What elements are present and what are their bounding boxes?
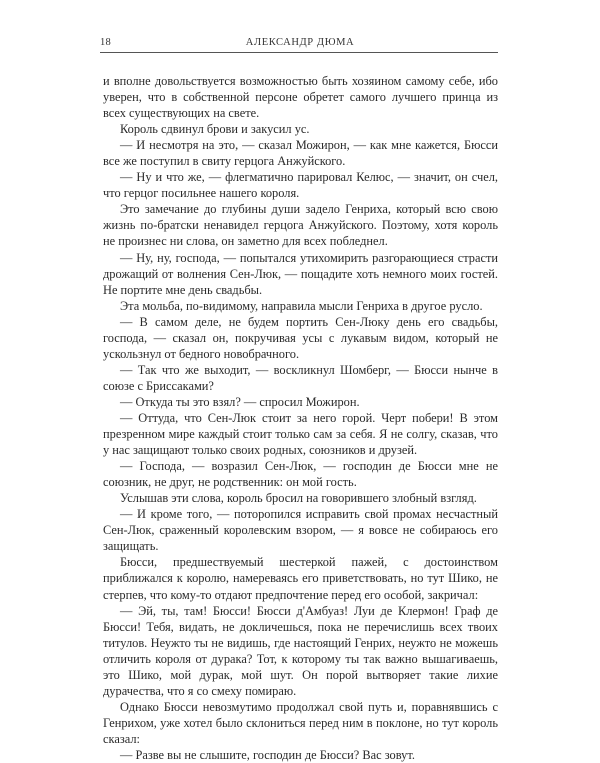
paragraph: и вполне довольствуется возможностью быть хозяином самому себе, ибо уверен, что в собственной персоне обретет самого лучшего принца из всех существующих на свете. bbox=[103, 74, 498, 121]
paragraph: — В самом деле, не будем портить Сен-Люку день его свадьбы, господа, — сказал он, покручивая усы с лукавым видом, который не ускользнул от бедного новобрачного. bbox=[103, 314, 498, 361]
paragraph: Услышав эти слова, король бросил на говорившего злобный взгляд. bbox=[120, 491, 477, 506]
paragraph: — Господа, — возразил Сен-Люк, — господин де Бюсси мне не союзник, не друг, не родственник: он мой гость. bbox=[103, 459, 498, 490]
running-header bbox=[100, 34, 500, 52]
paragraph: — Откуда ты это взял? — спросил Можирон. bbox=[120, 394, 360, 409]
paragraph: — Ну и что же, — флегматично парировал Келюс, — значит, он счел, что герцог посильнее нашего короля. bbox=[103, 170, 498, 201]
paragraph: Эта мольба, по-видимому, направила мысли Генриха в другое русло. bbox=[120, 298, 483, 313]
paragraph: — И кроме того, — поторопился исправить свой промах несчастный Сен-Люк, сраженный королевским взором, — я вовсе не собираюсь его защищать. bbox=[103, 507, 498, 554]
paragraph: — Эй, ты, там! Бюсси! Бюсси д'Амбуаз! Луи де Клермон! Граф де Бюсси! Тебя, видать, не докличешься, пока не перечислишь всех твоих титулов. Неужто ты не видишь, где настоящий Генрих, неужто не можешь отличить короля от дурака? Тот, к которому ты так важно вышагиваешь, это Шико, мой дурак, мой шут. Он порой вытворяет такие лихие дурачества, что я со смеху помираю. bbox=[103, 603, 498, 698]
paragraph: — Разве вы не слышите, господин де Бюсси? Вас зовут. bbox=[120, 747, 415, 762]
body-text bbox=[103, 73, 498, 763]
paragraph: — Ну, ну, господа, — попытался утихомирить разгорающиеся страсти дрожащий от волнения Сен-Люк, — пощадите хоть немного моих гостей. Не портите мне день свадьбы. bbox=[103, 250, 498, 297]
running-title: АЛЕКСАНДР ДЮМА bbox=[245, 37, 355, 48]
paragraph: Король сдвинул брови и закусил ус. bbox=[120, 122, 310, 137]
page-number: 18 bbox=[100, 37, 112, 48]
paragraph: — Так что же выходит, — воскликнул Шомберг, — Бюсси нынче в союзе с Бриссаками? bbox=[103, 362, 498, 393]
paragraph: Это замечание до глубины души задело Генриха, который всю свою жизнь по-братски ненавидел герцога Анжуйского. Поэтому, хотя король не произнес ни слова, он заметно для всех побледнел. bbox=[103, 202, 498, 249]
header-rule bbox=[100, 52, 498, 53]
paragraph: — И несмотря на это, — сказал Можирон, — как мне кажется, Бюсси все же поступил в свиту герцога Анжуйского. bbox=[103, 138, 498, 169]
paragraph: Однако Бюсси невозмутимо продолжал свой путь и, поравнявшись с Генрихом, уже хотел было склониться перед ним в поклоне, но тут король сказал: bbox=[103, 699, 498, 746]
paragraph: — Оттуда, что Сен-Люк стоит за него горой. Черт побери! В этом презренном мире каждый стоит только сам за себя. Я не солгу, сказав, что у нас защищают только своих родных, союзников и друзей. bbox=[103, 410, 498, 458]
paragraph: Бюсси, предшествуемый шестеркой пажей, с достоинством приближался к королю, намереваясь его приветствовать, но тут Шико, не стерпев, что кому-то отдают предпочтение перед его особой, закричал: bbox=[103, 555, 498, 602]
